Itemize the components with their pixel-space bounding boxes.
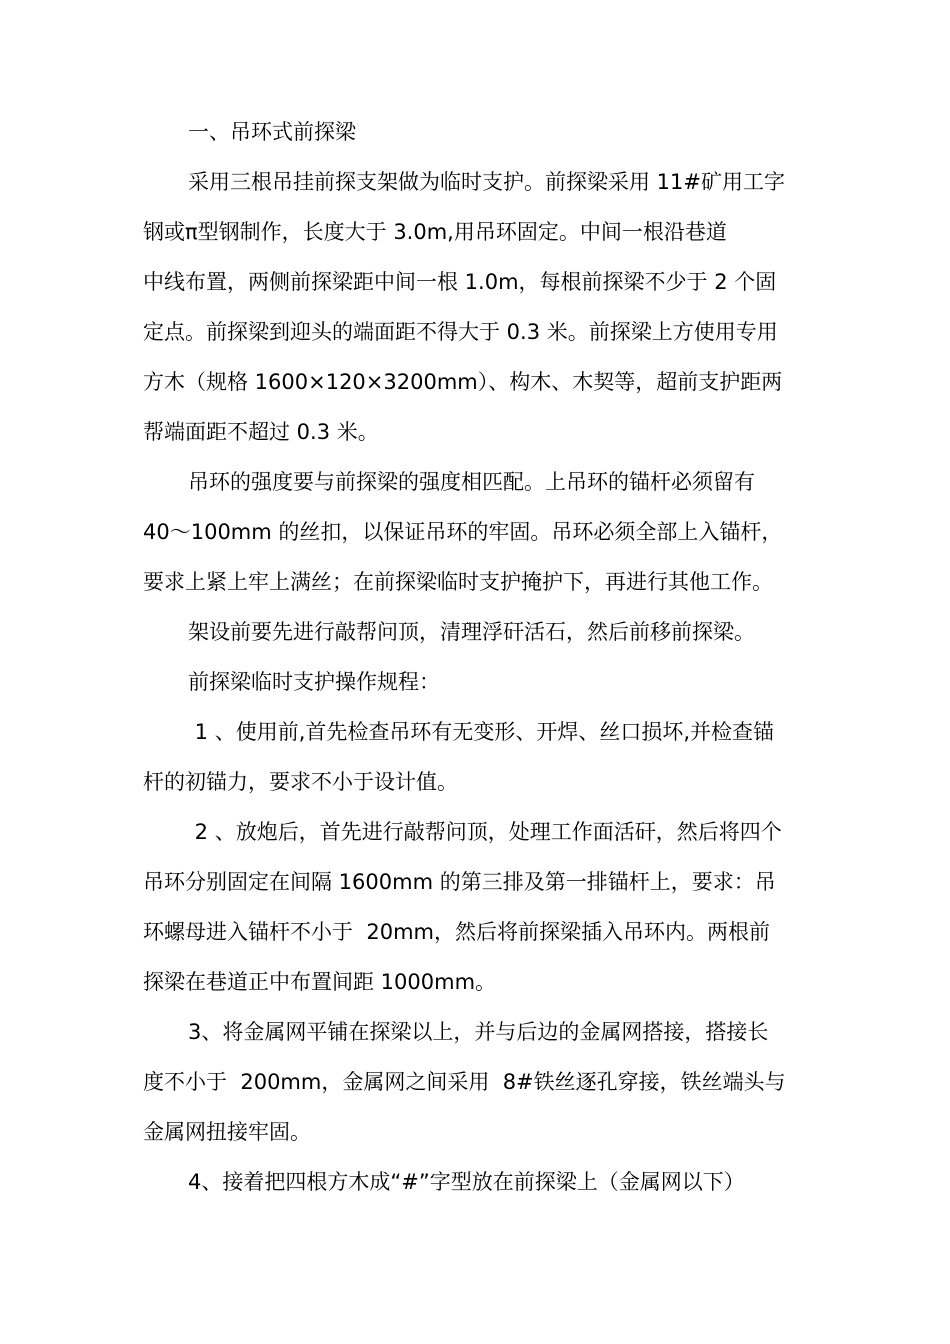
- paragraph-line: 探梁在巷道正中布置间距 1000mm。: [143, 970, 497, 994]
- paragraph-line: 钢或π型钢制作，长度大于 3.0m,用吊环固定。中间一根沿巷道: [143, 220, 727, 244]
- paragraph-line: 方木（规格 1600×120×3200mm）、构木、木契等，超前支护距两: [143, 370, 783, 394]
- section-heading: 一、吊环式前探梁: [188, 120, 356, 144]
- paragraph-line: 采用三根吊挂前探支架做为临时支护。前探梁采用 11#矿用工字: [188, 170, 785, 194]
- paragraph-line: 吊环分别固定在间隔 1600mm 的第三排及第一排锚杆上，要求：吊: [143, 870, 776, 894]
- paragraph-line: 杆的初锚力，要求不小于设计值。: [143, 770, 458, 794]
- paragraph-line: 1 、使用前,首先检查吊环有无变形、开焊、丝口损坏,并检查锚: [188, 720, 775, 744]
- paragraph-line: 帮端面距不超过 0.3 米。: [143, 420, 379, 444]
- paragraph-line: 3、将金属网平铺在探梁以上，并与后边的金属网搭接，搭接长: [188, 1020, 769, 1044]
- paragraph-line: 中线布置，两侧前探梁距中间一根 1.0m，每根前探梁不少于 2 个固: [143, 270, 777, 294]
- paragraph-line: 定点。前探梁到迎头的端面距不得大于 0.3 米。前探梁上方使用专用: [143, 320, 778, 344]
- paragraph-line: 环螺母进入锚杆不小于 20mm，然后将前探梁插入吊环内。两根前: [143, 920, 770, 944]
- paragraph-line: 度不小于 200mm，金属网之间采用 8#铁丝逐孔穿接，铁丝端头与: [143, 1070, 786, 1094]
- paragraph-line: 金属网扭接牢固。: [143, 1120, 311, 1144]
- paragraph-line: 40～100mm 的丝扣，以保证吊环的牢固。吊环必须全部上入锚杆，: [143, 520, 783, 544]
- paragraph-line: 前探梁临时支护操作规程：: [188, 670, 440, 694]
- paragraph-line: 架设前要先进行敲帮问顶，清理浮矸活石，然后前移前探梁。: [188, 620, 755, 644]
- paragraph-line: 要求上紧上牢上满丝；在前探梁临时支护掩护下，再进行其他工作。: [143, 570, 773, 594]
- paragraph-line: 吊环的强度要与前探梁的强度相匹配。上吊环的锚杆必须留有: [188, 470, 755, 494]
- paragraph-line: 2 、放炮后，首先进行敲帮问顶，处理工作面活矸，然后将四个: [188, 820, 782, 844]
- paragraph-line: 4、接着把四根方木成“#”字型放在前探梁上（金属网以下）: [188, 1170, 745, 1194]
